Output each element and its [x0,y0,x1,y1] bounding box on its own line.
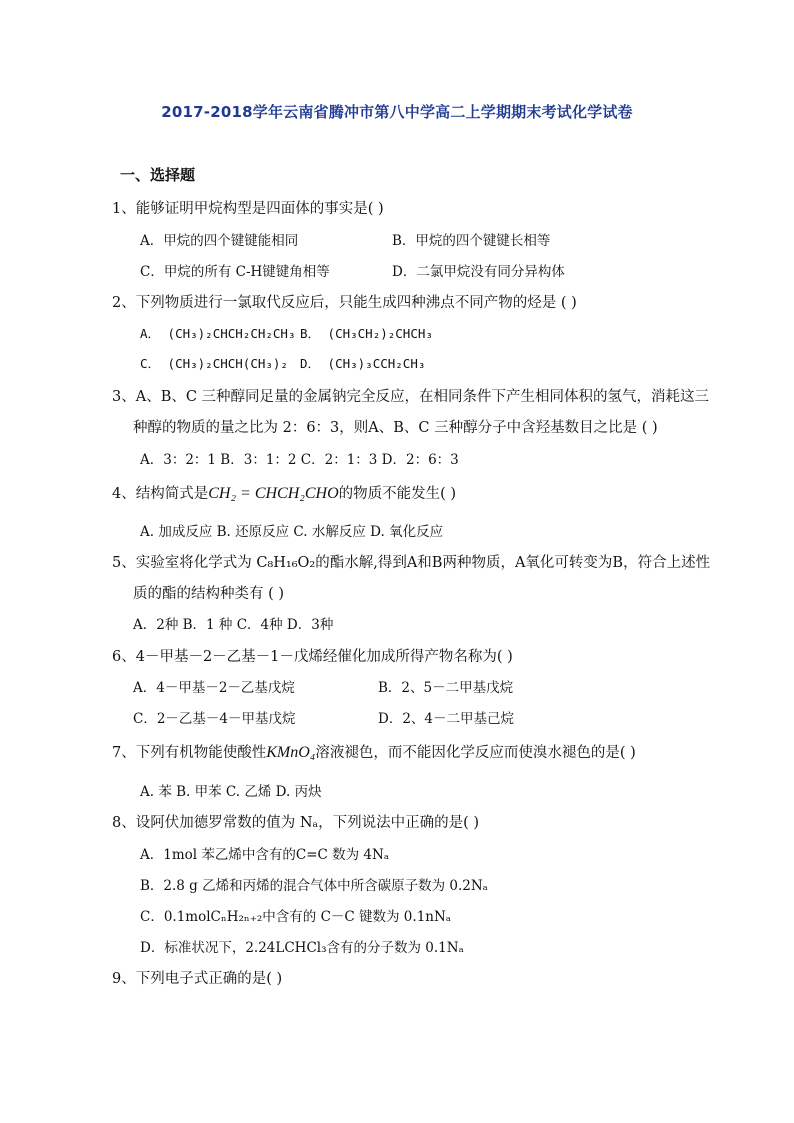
question-6-stem: 6、4－甲基－2－乙基－1－戊烯经催化加成所得产物名称为( ) [112,649,513,665]
question-8-option-b: B．2.8 g 乙烯和丙烯的混合气体中所含碳原子数为 0.2Nₐ [140,878,488,894]
question-8-option-c: C．0.1molCₙH₂ₙ₊₂中含有的 C－C 键数为 0.1nNₐ [140,909,451,925]
question-4-stem [112,482,456,503]
question-8-option-d: D．标准状况下，2.24LCHCl₃含有的分子数为 0.1Nₐ [140,940,464,956]
question-2-option-c: C． (CH₃)₂CHCH(CH₃)₂ [140,356,288,371]
question-4-formula: CH₂ = CHCH₂CHO [208,485,339,502]
question-4-stem-suffix: 的物质不能发生( ) [338,486,457,502]
question-1-option-d: D．二氯甲烷没有同分异构体 [392,264,565,280]
question-1-option-c: C．甲烷的所有 C-H键键角相等 [140,264,330,280]
question-2-option-a: A． (CH₃)₂CHCH₂CH₂CH₃ [140,326,296,341]
question-5-stem: 5、实验室将化学式为 C₈H₁₆O₂的酯水解,得到A和B两种物质，A氧化可转变为B，符合上述性 [112,555,711,571]
question-7-options: A. 苯 B. 甲苯 C. 乙烯 D. 丙炔 [140,784,322,800]
question-6-option-b: B．2、5－二甲基戊烷 [378,680,514,696]
question-6-option-c: C．2－乙基－4－甲基戊烷 [133,711,296,727]
question-1-option-a: A．甲烷的四个键键能相同 [140,233,299,249]
question-3-options: A．3：2：1 B．3：1：2 C．2：1：3 D．2：6：3 [140,452,459,468]
question-9-stem: 9、下列电子式正确的是( ) [112,971,283,987]
question-7-formula: KMnO₄ [266,744,316,761]
question-2-stem: 2、下列物质进行一氯取代反应后，只能生成四种沸点不同产物的烃是 ( ) [112,295,577,311]
question-4-options: A. 加成反应 B. 还原反应 C. 水解反应 D. 氧化反应 [140,524,444,540]
question-2-option-d: D． (CH₃)₃CCH₂CH₃ [300,356,426,371]
question-1-stem: 1、能够证明甲烷构型是四面体的事实是( ) [112,201,384,217]
question-7-stem [112,741,636,762]
question-4-stem-prefix: 4、结构简式是 [112,486,209,502]
question-2-option-b: B． (CH₃CH₂)₂CHCH₃ [300,326,433,341]
question-7-stem-suffix: 溶液褪色，而不能因化学反应而使溴水褪色的是( ) [315,745,636,761]
question-6-option-d: D．2、4－二甲基己烷 [378,711,515,727]
section-heading: 一、选择题 [120,166,196,184]
question-5-continuation: 质的酯的结构种类有 ( ) [133,586,285,602]
question-3-continuation: 种醇的物质的量之比为 2：6：3，则A、B、C 三种醇分子中含羟基数目之比是 ( ) [133,420,658,436]
question-7-stem-prefix: 7、下列有机物能使酸性 [112,745,267,761]
exam-title: 2017-2018学年云南省腾冲市第八中学高二上学期期末考试化学试卷 [161,103,633,121]
question-8-option-a: A．1mol 苯乙烯中含有的C=C 数为 4Nₐ [140,847,390,863]
question-6-option-a: A．4－甲基－2－乙基戊烷 [133,680,295,696]
question-3-stem: 3、A、B、C 三种醇同足量的金属钠完全反应，在相同条件下产生相同体积的氢气，消耗这三 [112,389,710,405]
question-1-option-b: B．甲烷的四个键键长相等 [392,233,551,249]
question-5-options: A．2种 B．1 种 C．4种 D．3种 [133,617,334,633]
question-8-stem: 8、设阿伏加德罗常数的值为 Nₐ，下列说法中正确的是( ) [112,815,480,831]
